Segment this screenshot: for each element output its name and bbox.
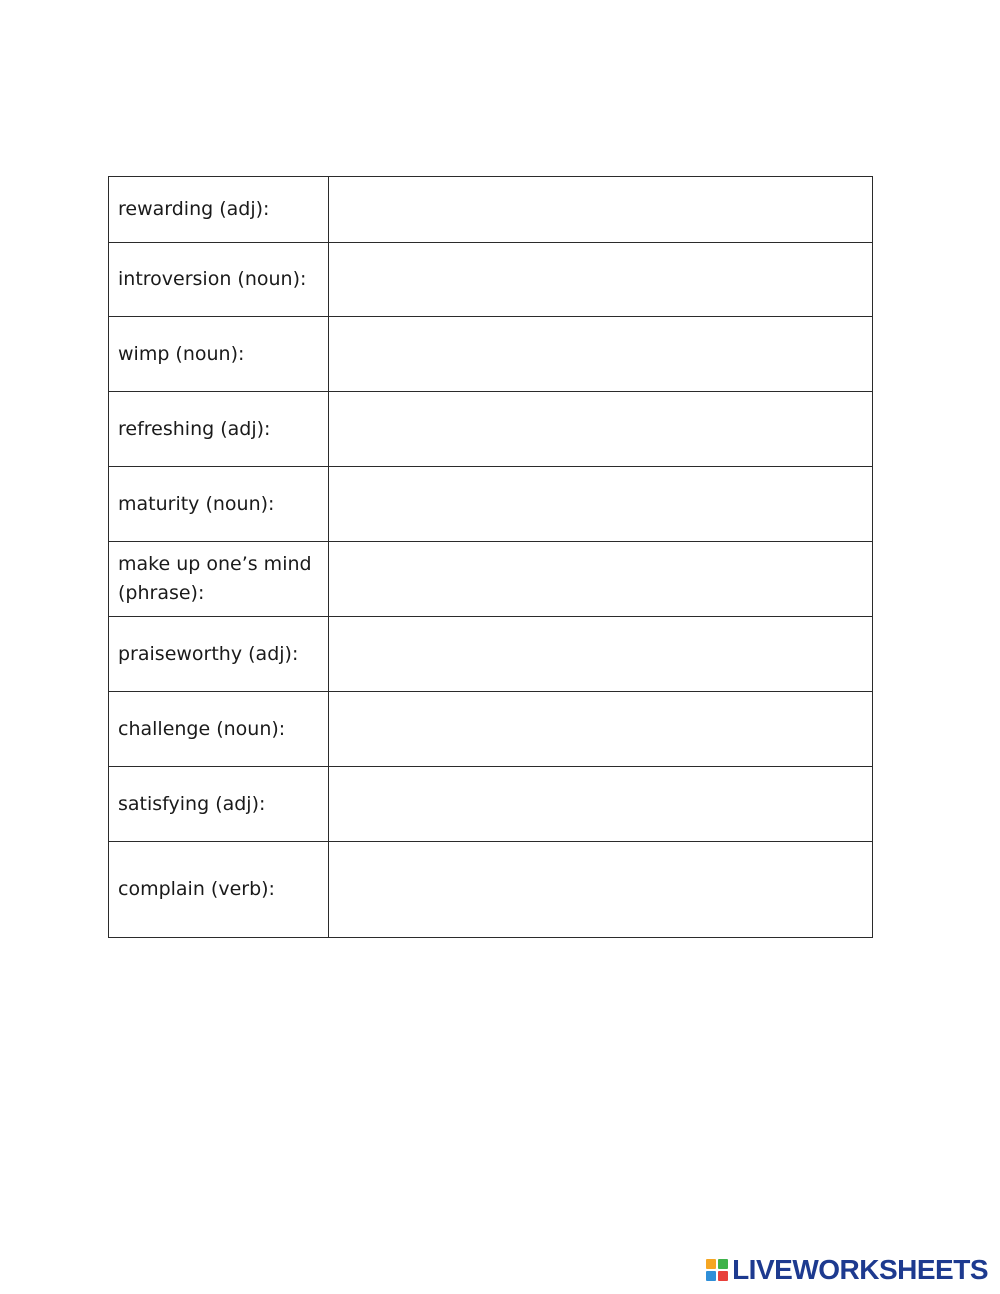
- vocabulary-table: [108, 176, 873, 938]
- logo-text: LIVEWORKSHEETS: [732, 1254, 988, 1285]
- answer-input[interactable]: [329, 568, 872, 590]
- table-row: [109, 177, 873, 243]
- answer-input[interactable]: [329, 643, 872, 665]
- answer-cell: [329, 317, 873, 392]
- table-row: [109, 467, 873, 542]
- answer-cell: [329, 767, 873, 842]
- term-cell: refreshing (adj):: [109, 392, 329, 467]
- term-cell: challenge (noun):: [109, 692, 329, 767]
- answer-cell: [329, 692, 873, 767]
- table-row: [109, 243, 873, 317]
- logo-block: [718, 1259, 728, 1269]
- answer-input[interactable]: [329, 343, 872, 365]
- answer-cell: [329, 542, 873, 617]
- answer-input[interactable]: [329, 878, 872, 900]
- table-row: [109, 767, 873, 842]
- table-row: [109, 542, 873, 617]
- answer-cell: [329, 467, 873, 542]
- term-cell: wimp (noun):: [109, 317, 329, 392]
- logo-block: [706, 1259, 716, 1269]
- logo-block: [718, 1271, 728, 1281]
- answer-cell: [329, 392, 873, 467]
- term-cell: maturity (noun):: [109, 467, 329, 542]
- table-row: [109, 392, 873, 467]
- liveworksheets-logo: [706, 1255, 988, 1285]
- answer-cell: [329, 842, 873, 938]
- table-row: [109, 692, 873, 767]
- term-cell: make up one’s mind (phrase):: [109, 542, 329, 617]
- answer-input[interactable]: [329, 268, 872, 290]
- term-cell: complain (verb):: [109, 842, 329, 938]
- table-row: [109, 842, 873, 938]
- table-row: [109, 317, 873, 392]
- answer-input[interactable]: [329, 718, 872, 740]
- answer-input[interactable]: [329, 198, 872, 220]
- answer-input[interactable]: [329, 793, 872, 815]
- table-row: [109, 617, 873, 692]
- answer-input[interactable]: [329, 493, 872, 515]
- answer-cell: [329, 243, 873, 317]
- term-cell: praiseworthy (adj):: [109, 617, 329, 692]
- term-cell: rewarding (adj):: [109, 177, 329, 243]
- logo-blocks-icon: [706, 1259, 728, 1281]
- term-cell: introversion (noun):: [109, 243, 329, 317]
- answer-input[interactable]: [329, 418, 872, 440]
- term-cell: satisfying (adj):: [109, 767, 329, 842]
- logo-block: [706, 1271, 716, 1281]
- answer-cell: [329, 617, 873, 692]
- answer-cell: [329, 177, 873, 243]
